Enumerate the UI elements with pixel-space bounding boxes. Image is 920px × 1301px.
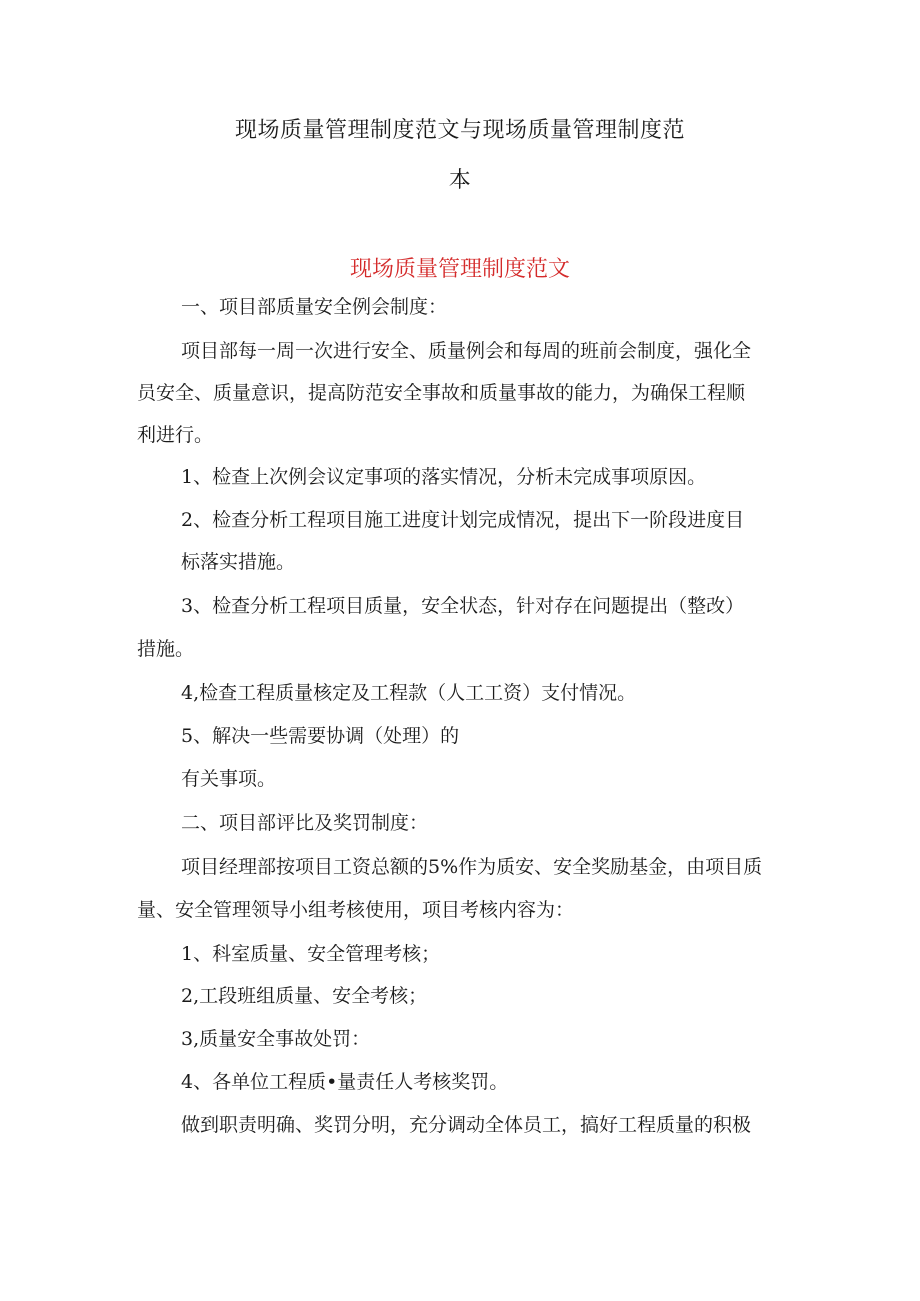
section-subtitle: 现场质量管理制度范文	[349, 257, 570, 282]
heading-line: 一、项目部质量安全例会制度：	[181, 296, 448, 318]
list-item: 4,检查工程质量核定及工程款（人工工资）支付情况。	[181, 682, 637, 704]
document-title-line2: 本	[448, 168, 472, 193]
list-item: 5、解决一些需要协调（处理）的	[181, 725, 460, 747]
body-line: 项目经理部按项目工资总额的5%作为质安、安全奖励基金，由项目质	[181, 856, 763, 878]
document-title-line1: 现场质量管理制度范文与现场质量管理制度范	[234, 118, 685, 143]
list-item: 3、检查分析工程项目质量，安全状态，针对存在问题提出（整改）	[181, 595, 745, 617]
list-item: 2,工段班组质量、安全考核；	[181, 985, 428, 1007]
list-item: 2、检查分析工程项目施工进度计划完成情况，提出下一阶段进度目	[181, 509, 745, 531]
list-item-continuation: 有关事项。	[181, 768, 277, 790]
list-item: 3,质量安全事故处罚：	[181, 1028, 371, 1050]
list-item: 1、科室质量、安全管理考核；	[181, 943, 441, 965]
list-item: 4、各单位工程质•量责任人考核奖罚。	[181, 1071, 509, 1093]
body-line: 项目部每一周一次进行安全、质量例会和每周的班前会制度，强化全	[181, 340, 752, 362]
list-item: 1、检查上次例会议定事项的落实情况，分析未完成事项原因。	[181, 466, 707, 488]
body-line: 做到职责明确、奖罚分明，充分调动全体员工，搞好工程质量的积极	[181, 1114, 752, 1136]
body-line: 利进行。	[137, 424, 214, 446]
body-line: 量、安全管理领导小组考核使用，项目考核内容为：	[137, 899, 575, 921]
heading-line: 二、项目部评比及奖罚制度：	[181, 812, 429, 834]
list-item-continuation: 措施。	[137, 638, 195, 660]
body-line: 员安全、质量意识，提高防范安全事故和质量事故的能力，为确保工程顺	[137, 382, 746, 404]
list-item-continuation: 标落实措施。	[181, 551, 296, 573]
